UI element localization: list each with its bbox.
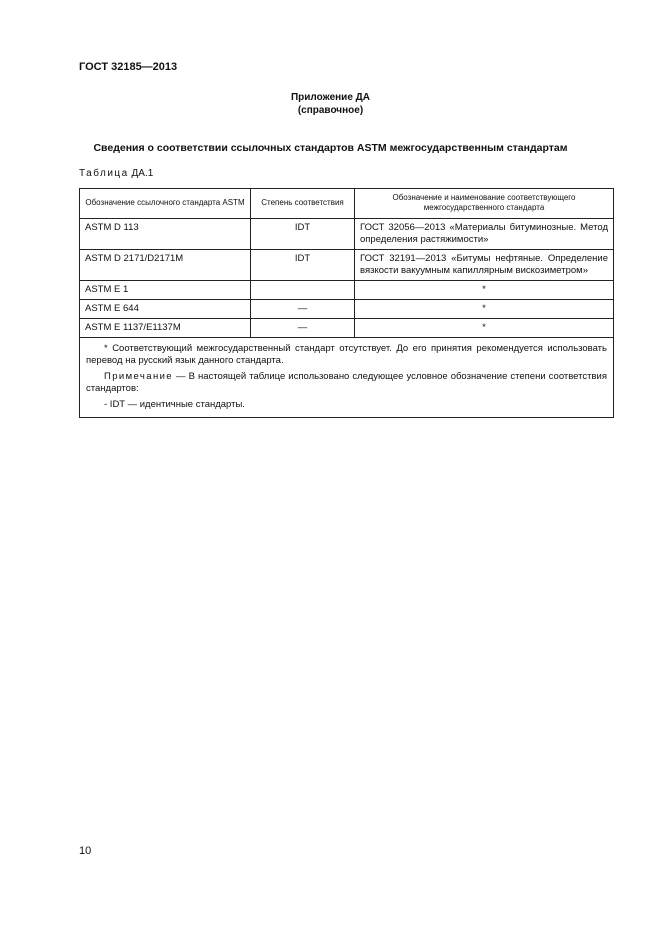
cell-interstate: *	[355, 300, 614, 319]
table-row	[80, 300, 614, 319]
cell-degree: —	[251, 300, 355, 319]
cell-degree	[251, 281, 355, 300]
section-title: Сведения о соответствии ссылочных стандартов ASTM межгосударственным стандартам	[93, 142, 568, 154]
cell-degree: IDT	[251, 250, 355, 281]
table-row	[80, 219, 614, 250]
table-header-row	[80, 189, 614, 219]
cell-standard: ASTM E 1	[80, 281, 251, 300]
cell-standard: ASTM D 2171/D2171M	[80, 250, 251, 281]
standards-table	[79, 188, 614, 418]
cell-interstate: ГОСТ 32056—2013 «Материалы битуминозные. Метод определения растяжимости»	[355, 219, 614, 250]
note-label: Примечание	[104, 371, 173, 382]
annex-title: Приложение ДА	[290, 92, 371, 103]
note-paragraph	[86, 371, 607, 395]
header-interstate: Обозначение и наименование соответствующего межгосударственного стандарта	[355, 189, 614, 219]
cell-standard: ASTM D 113	[80, 219, 251, 250]
cell-interstate: ГОСТ 32191—2013 «Битумы нефтяные. Определение вязкости вакуумным капиллярным вискозиметром»	[355, 250, 614, 281]
cell-standard: ASTM E 1137/E1137M	[80, 319, 251, 338]
note-text: — В настоящей таблице использовано следующее условное обозначение степени соответствия стандартов:	[86, 371, 607, 394]
cell-degree: —	[251, 319, 355, 338]
table-footnote-cell	[80, 338, 614, 418]
table-row	[80, 319, 614, 338]
table-caption	[79, 168, 153, 179]
table-row	[80, 281, 614, 300]
header-astm: Обозначение ссылочного стандарта ASTM	[80, 189, 251, 219]
table-footnote-row	[80, 338, 614, 418]
annex-subtitle: (справочное)	[297, 105, 364, 116]
table-row	[80, 250, 614, 281]
cell-interstate: *	[355, 281, 614, 300]
document-header: ГОСТ 32185—2013	[79, 61, 178, 73]
annex-heading	[0, 91, 661, 117]
header-degree: Степень соответствия	[251, 189, 355, 219]
note-item: - IDT — идентичные стандарты.	[104, 399, 245, 410]
cell-degree: IDT	[251, 219, 355, 250]
cell-standard: ASTM E 644	[80, 300, 251, 319]
page-number: 10	[79, 845, 92, 857]
footnote-text: * Соответствующий межгосударственный стандарт отсутствует. До его принятия рекомендуется использовать перевод на русский язык данного стандарта.	[86, 343, 607, 366]
table-caption-number: ДА.1	[131, 168, 154, 179]
table-caption-prefix: Таблица	[79, 168, 129, 179]
cell-interstate: *	[355, 319, 614, 338]
